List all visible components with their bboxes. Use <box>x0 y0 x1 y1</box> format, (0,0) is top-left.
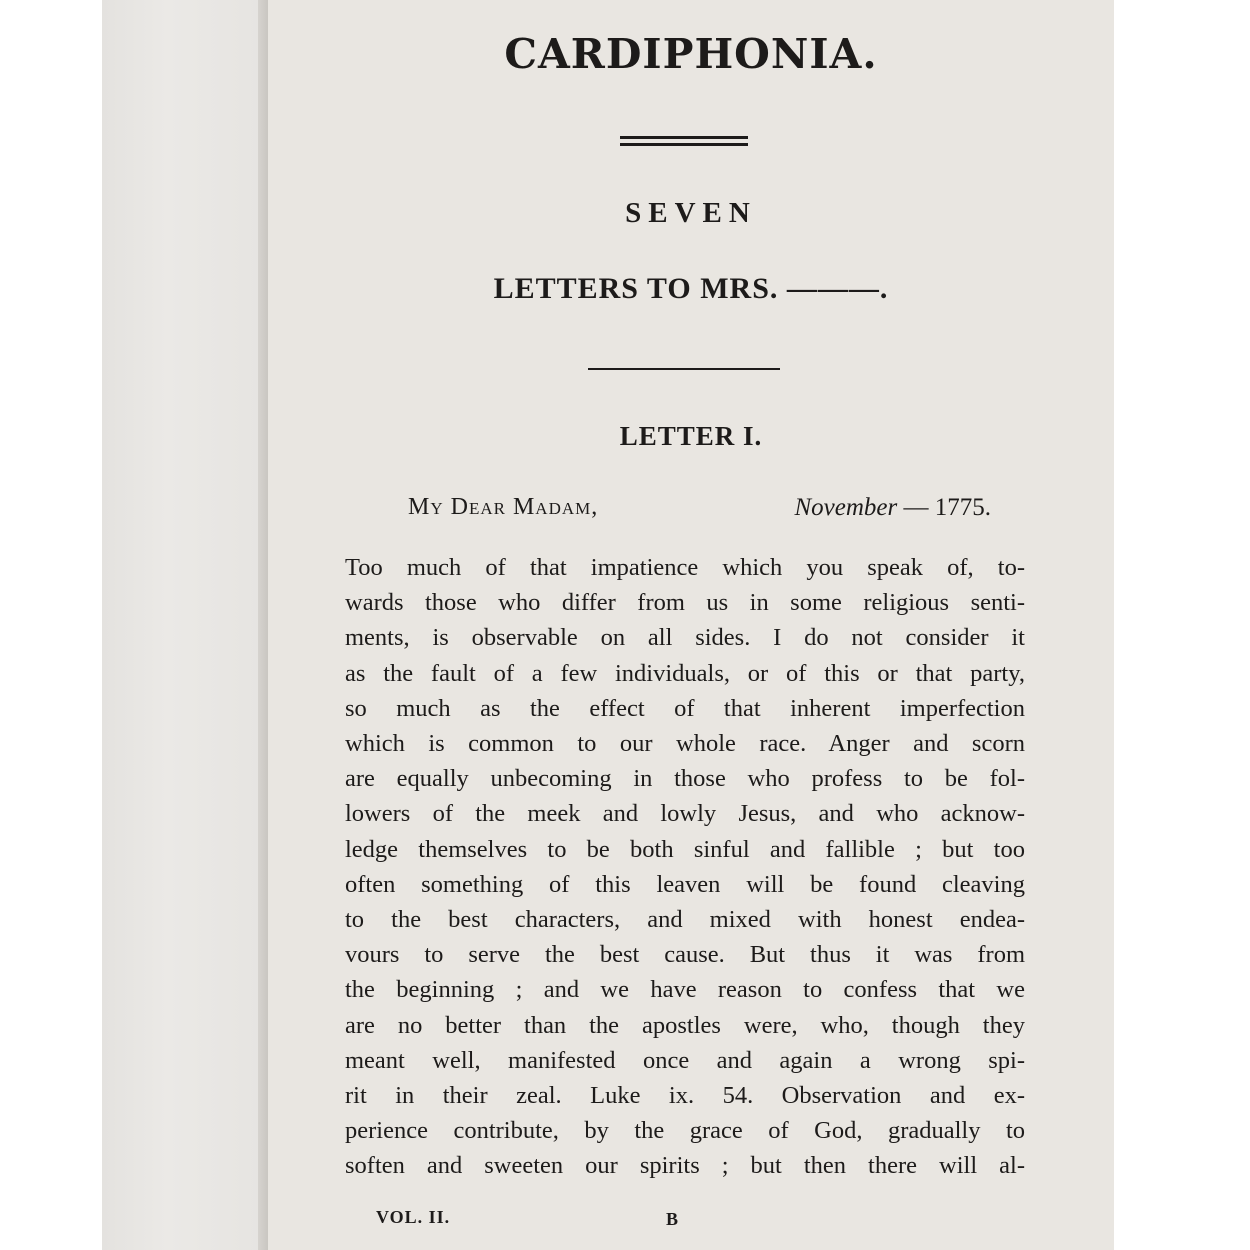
body-line: to the best characters, and mixed with honest endea- <box>345 906 1025 934</box>
section-rule <box>588 368 780 370</box>
date-month: November <box>794 494 898 521</box>
footer-volume: VOL. II. <box>376 1207 451 1227</box>
body-line: Too much of that impatience which you speak of, to- <box>345 554 1025 581</box>
body-line: the beginning ; and we have reason to confess that we <box>345 976 1025 1004</box>
letter-body <box>345 550 1025 1184</box>
double-rule-bottom <box>620 143 748 146</box>
body-line: lowers of the meek and lowly Jesus, and who acknow- <box>345 800 1025 828</box>
body-line: soften and sweeten our spirits ; but then there will al- <box>345 1152 1025 1180</box>
left-page <box>102 0 264 1250</box>
section-heading-letters-to: LETTERS TO MRS. ———. <box>493 272 889 305</box>
date-year: — 1775. <box>897 494 991 521</box>
body-line: perience contribute, by the grace of God, gradually to <box>345 1117 1025 1145</box>
body-line: rit in their zeal. Luke ix. 54. Observation and ex- <box>345 1082 1025 1110</box>
right-page <box>268 0 1114 1250</box>
body-line: ments, is observable on all sides. I do not consider it <box>345 624 1025 652</box>
book-gutter <box>258 0 268 1250</box>
page-title: CARDIPHONIA. <box>504 30 878 78</box>
body-line: are no better than the apostles were, who, though they <box>345 1011 1025 1039</box>
body-line: wards those who differ from us in some religious senti- <box>345 589 1025 617</box>
body-line: ledge themselves to be both sinful and fallible ; but too <box>345 835 1025 863</box>
salutation: My Dear Madam, <box>408 494 599 520</box>
body-line: are equally unbecoming in those who profess to be fol- <box>345 765 1025 793</box>
body-line: so much as the effect of that inherent imperfection <box>345 694 1025 722</box>
footer-signature-mark: B <box>666 1209 679 1229</box>
double-rule-top <box>620 136 748 139</box>
body-line: which is common to our whole race. Anger and scorn <box>345 730 1025 758</box>
letter-number: LETTER I. <box>619 421 763 451</box>
body-line: vours to serve the best cause. But thus it was from <box>345 941 1025 969</box>
body-line: meant well, manifested once and again a wrong spi- <box>345 1046 1025 1074</box>
letter-date <box>795 494 992 522</box>
body-line: as the fault of a few individuals, or of this or that party, <box>345 659 1025 687</box>
body-line: often something of this leaven will be found cleaving <box>345 870 1025 898</box>
section-heading-seven: SEVEN <box>625 197 757 229</box>
